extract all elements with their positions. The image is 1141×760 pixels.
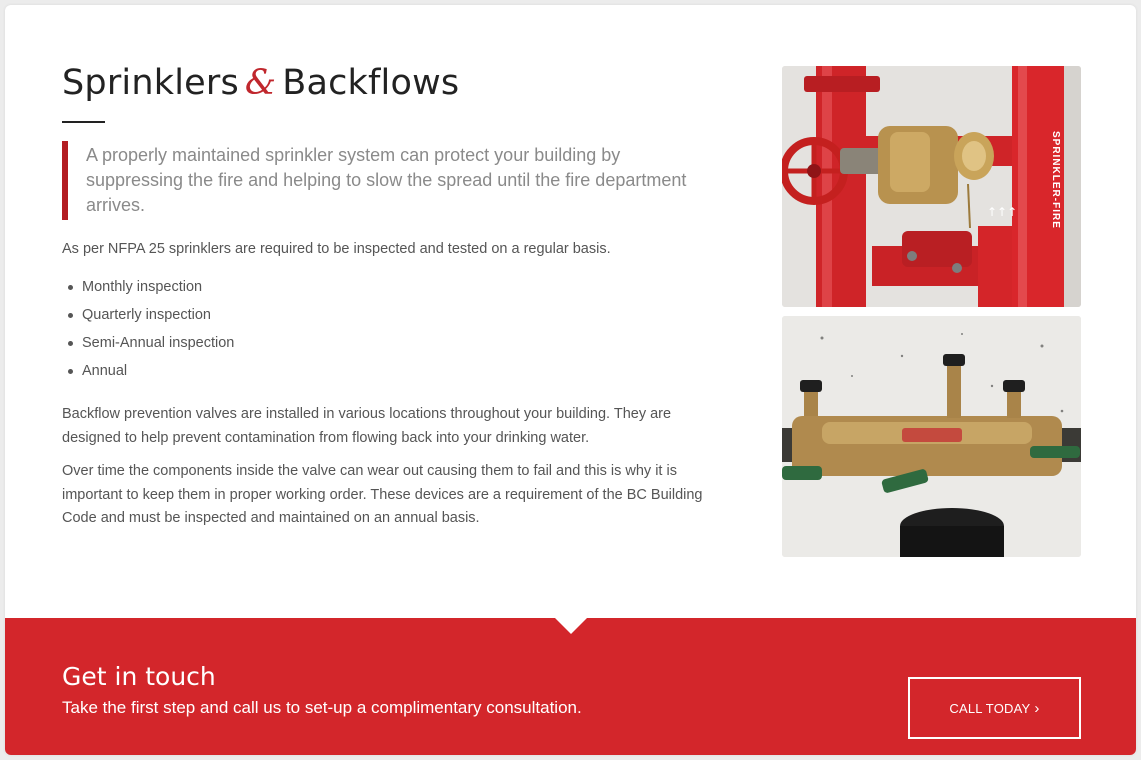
intro-text: As per NFPA 25 sprinklers are required to be inspected and tested on a regular basis. bbox=[62, 241, 611, 257]
list-item: Quarterly inspection bbox=[62, 301, 722, 329]
contact-banner bbox=[5, 618, 1136, 755]
banner-notch bbox=[554, 617, 588, 634]
call-today-label: CALL TODAY bbox=[949, 700, 1031, 716]
page-title bbox=[62, 61, 722, 105]
title-ampersand: & bbox=[244, 63, 277, 103]
chevron-right-icon: › bbox=[1034, 699, 1040, 717]
inspection-list bbox=[62, 273, 722, 385]
title-part-1: Sprinklers bbox=[62, 63, 239, 103]
list-item: Semi-Annual inspection bbox=[62, 329, 722, 357]
lead-quote: A properly maintained sprinkler system can protect your building by suppressing the fire and helping to slow the spread until the fire department arrives. bbox=[62, 141, 722, 220]
content-card bbox=[5, 5, 1136, 755]
title-underline bbox=[62, 121, 105, 123]
title-part-2: Backflows bbox=[282, 63, 460, 103]
maintenance-paragraph: Over time the components inside the valve can wear out causing them to fail and this is why it is important to keep them in proper working order. These devices are a requirement of the BC Building Code and must be inspected and maintained on an annual basis. bbox=[62, 463, 703, 526]
cta-title: Get in touch bbox=[62, 662, 216, 691]
svg-text:↑↑↑: ↑↑↑ bbox=[987, 205, 1018, 219]
call-today-button[interactable] bbox=[908, 677, 1081, 739]
pipe-label: SPRINKLER-FIRE bbox=[1050, 131, 1061, 229]
main-content bbox=[62, 61, 722, 531]
sprinkler-riser-photo bbox=[782, 66, 1081, 307]
backflow-paragraph: Backflow prevention valves are installed in various locations throughout your building. They are designed to help prevent contamination from flowing back into your drinking water. bbox=[62, 406, 672, 446]
backflow-preventer-photo bbox=[782, 316, 1081, 557]
list-item: Annual bbox=[62, 357, 722, 385]
cta-subtitle: Take the first step and call us to set-up a complimentary consultation. bbox=[62, 698, 582, 717]
list-item: Monthly inspection bbox=[62, 273, 722, 301]
